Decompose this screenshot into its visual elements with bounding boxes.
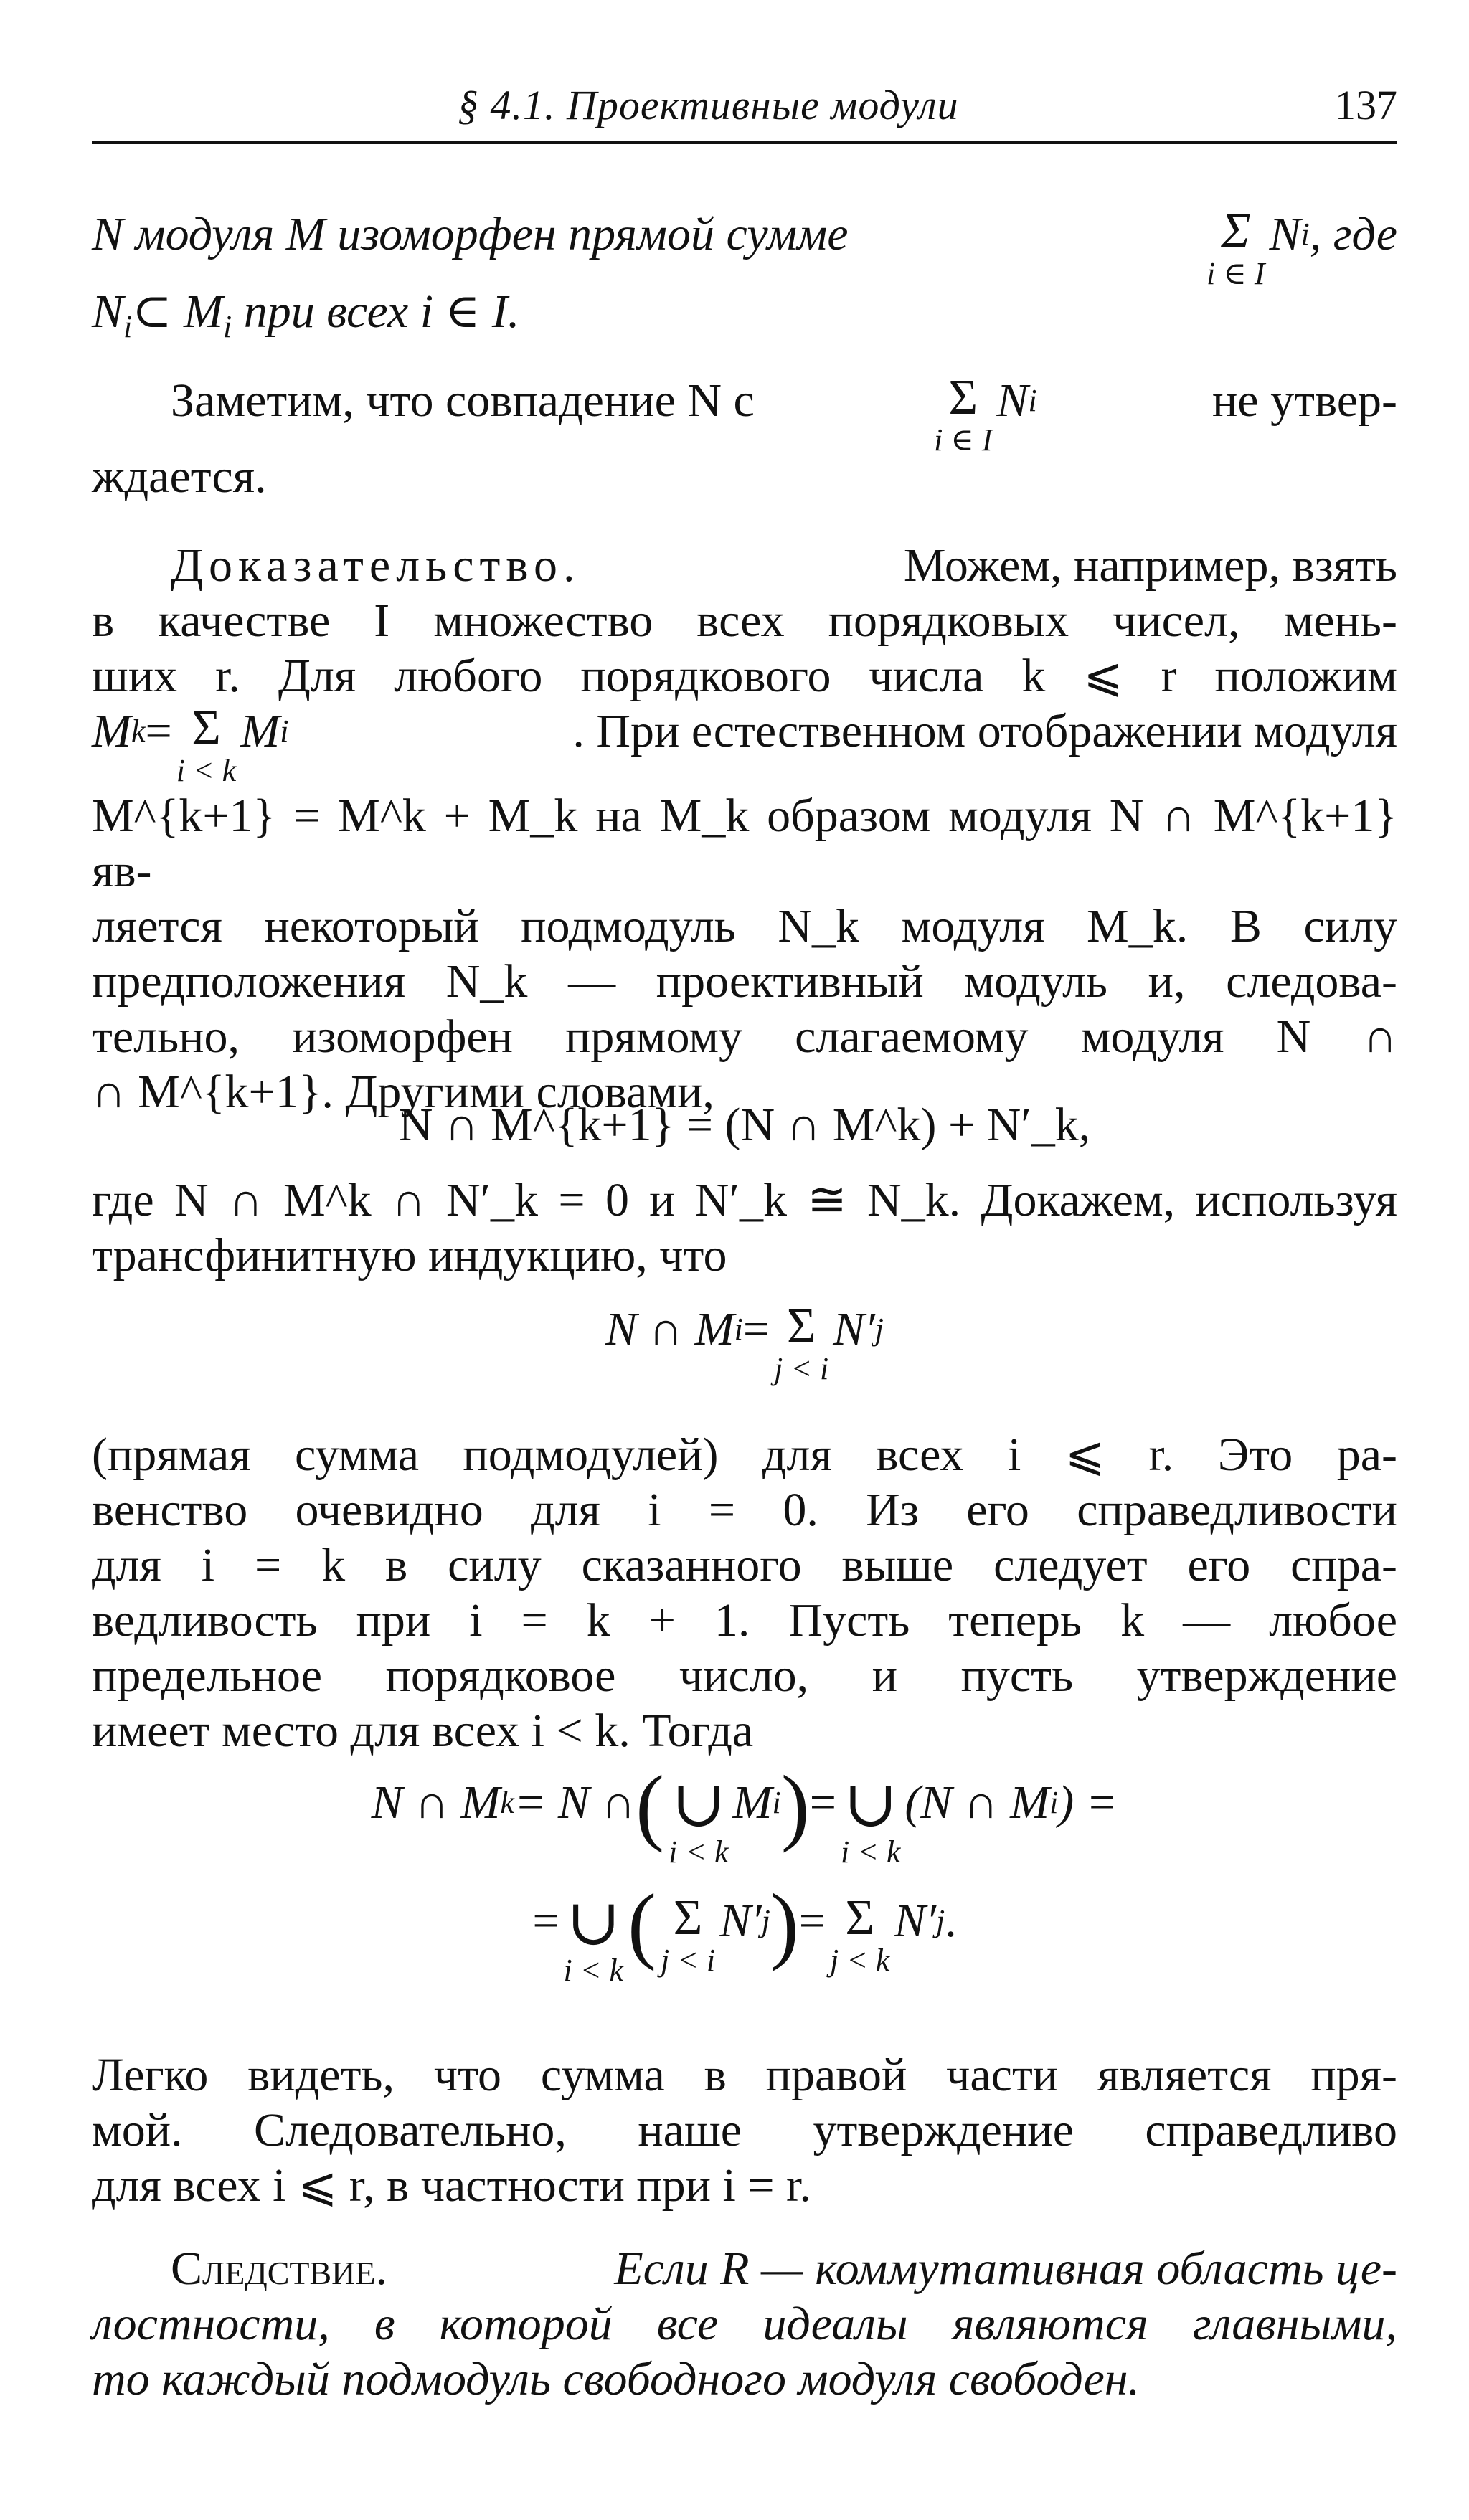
paragraph-equality: (прямая сумма подмодулей) для всех i ⩽ r. Это ра- венство очевидно для i = 0. Из его справедливости для i = k в силу сказанного выше следует его спра- ведливость при i = k + 1. Пусть теперь k — любое предельное порядковое число, и пусть утверждение имеет место для всех i < k. Тогда [92,1429,1397,1757]
proof-line-4: M k = Σ i < k M i . При естественном отображении модуля [92,701,1397,788]
theorem-line-2: $N_i\subset$ $M_i$ при всех i ∈ I. [92,285,520,345]
header-rule [92,141,1397,144]
formula-4: = ∪ i < k ( Σ j < i N′ j ) = Σ j < k N′ j . [532,1876,957,1988]
sum-symbol: Σ i ∈ I [934,370,993,458]
sum-symbol: Σ i < k [176,701,237,788]
corollary-label: Следствие. [171,2242,387,2295]
union-symbol: ∪ i < k [669,1769,729,1870]
theorem-tail: N модуля M изоморфен прямой сумме Σ i ∈ I N i , где $N_i\subset$ $M_i$ при всех i ∈ I. [92,207,1397,354]
page-header [92,75,1397,141]
proof-label: Доказательство. [171,539,581,592]
formula-2: N ∩ M i = Σ j < i N′ j [605,1299,884,1386]
sum-symbol: Σ j < i [660,1890,716,1978]
formula-1: N ∩ M^{k+1} = (N ∩ M^k) + N′_k, [398,1099,1091,1151]
proof-paragraph: Доказательство. Можем, например, взять в качестве I множество всех порядковых чисел, мень- ших r. Для любого порядкового числа k ⩽ r положим M k = Σ i < k M i . При естественном отображении модуля M^{k+1} = M^k + M_k на M_k образом модуля N ∩ M^{k+1} яв- ляется некоторый подмодуль N_k модуля M_k. В силу предположения N_k — проективный модуль и, следова- тельно, изоморфен прямому слагаемому модуля N ∩ ∩ M^{k+1}. Другими словами, [92,539,1397,1118]
paragraph-conclusion: Легко видеть, что сумма в правой части является пря- мой. Следовательно, наше утверждение справедливо для всех i ⩽ r, в частности при i = r. [92,2049,1397,2212]
running-head: § 4.1. Проективные модули [458,82,959,128]
sum-symbol: Σ j < i [774,1299,829,1386]
sum-symbol: Σ i ∈ I [1206,204,1265,291]
remark-paragraph: Заметим, что совпадение N с Σ i ∈ I N i не утвер- ждается. [92,370,1397,503]
union-symbol: ∪ i < k [563,1887,623,1988]
union-symbol: ∪ i < k [840,1769,901,1870]
corollary-paragraph: Следствие. Если R — коммутативная область це- лостности, в которой все идеалы являются главными, то каждый подмодуль свободного модуля свободен. [92,2242,1397,2405]
theorem-line-1-text: N модуля M изоморфен прямой сумме [92,208,849,260]
page-number: 137 [1335,82,1397,128]
paragraph-induction: где N ∩ M^k ∩ N′_k = 0 и N′_k ≅ N_k. Докажем, используя трансфинитную индукцию, что [92,1174,1397,1282]
formula-3: N ∩ M k = N ∩ ( ∪ i < k M i ) = ∪ i < k (N ∩ M i ) = [371,1758,1118,1870]
sum-symbol: Σ j < k [830,1890,890,1978]
